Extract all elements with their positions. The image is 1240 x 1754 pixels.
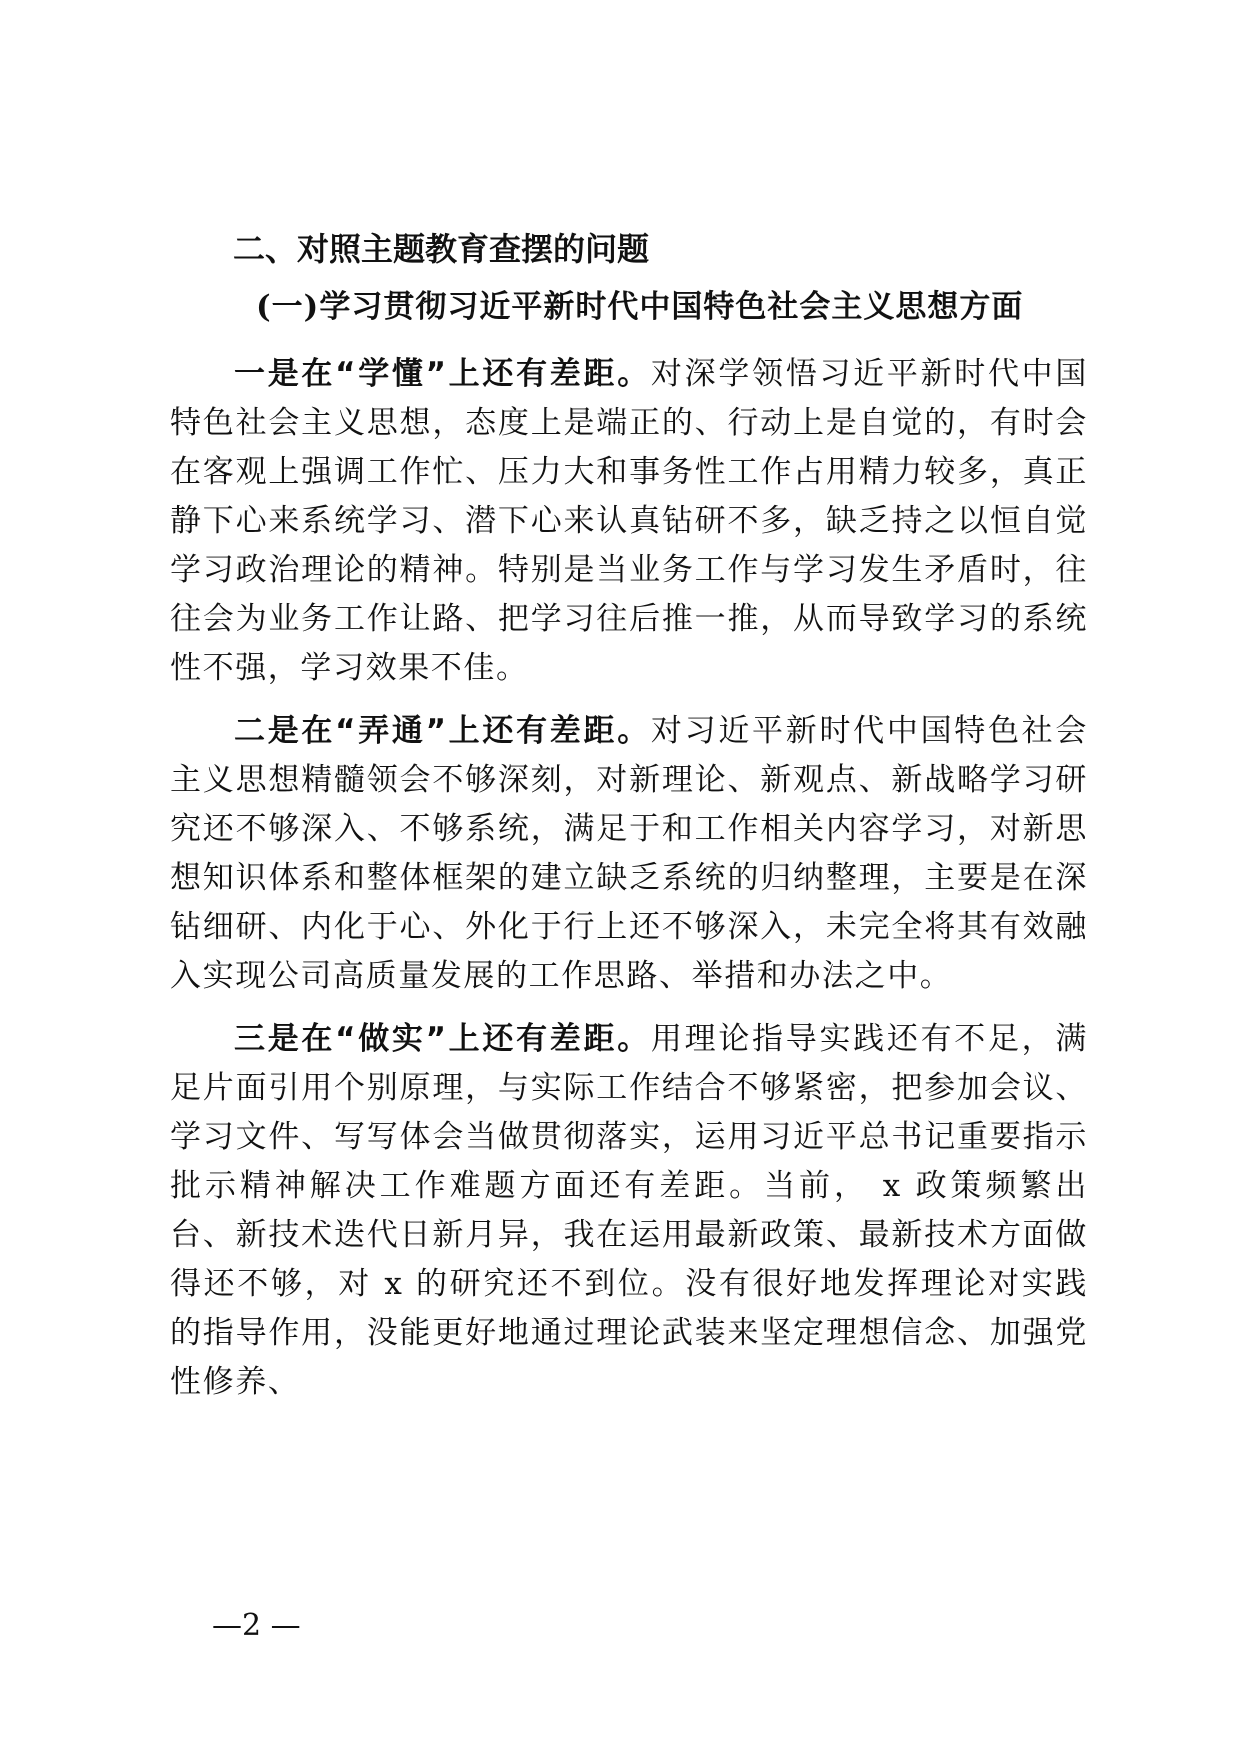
section-heading: 二、对照主题教育查摆的问题 bbox=[233, 230, 650, 268]
paragraph-zuoshi bbox=[170, 1015, 1088, 1407]
paragraph-text: 对习近平新时代中国特色社会主义思想精髓领会不够深刻，对新理论、新观点、新战略学习研究还不够深入、不够系统，满足于和工作相关内容学习，对新思想知识体系和整体框架的建立缺乏系统的归纳整理，主要是在深钻细研、内化于心、外化于行上还不够深入，未完全将其有效融入实现公司高质量发展的工作思路、举措和办法之中。 bbox=[170, 713, 1088, 994]
sub-heading: (一)学习贯彻习近平新时代中国特色社会主义思想方面 bbox=[256, 289, 1024, 325]
document-body bbox=[170, 350, 1088, 1421]
paragraph-lead: 二是在“弄通”上还有差距。 bbox=[234, 713, 651, 749]
paragraph-lead: 一是在“学懂”上还有差距。 bbox=[234, 356, 651, 392]
paragraph-xuedong bbox=[170, 350, 1088, 693]
paragraph-lead: 三是在“做实”上还有差距。 bbox=[234, 1021, 651, 1057]
paragraph-text: 对深学领悟习近平新时代中国特色社会主义思想，态度上是端正的、行动上是自觉的，有时会在客观上强调工作忙、压力大和事务性工作占用精力较多，真正静下心来系统学习、潜下心来认真钻研不多，缺乏持之以恒自觉学习政治理论的精神。特别是当业务工作与学习发生矛盾时，往往会为业务工作让路、把学习往后推一推，从而导致学习的系统性不强，学习效果不佳。 bbox=[170, 356, 1088, 686]
page-number: —2 — bbox=[212, 1608, 301, 1643]
paragraph-text: 用理论指导实践还有不足，满足片面引用个别原理，与实际工作结合不够紧密，把参加会议、学习文件、写写体会当做贯彻落实，运用习近平总书记重要指示批示精神解决工作难题方面还有差距。当前， x 政策频繁出台、新技术迭代日新月异，我在运用最新政策、最新技术方面做得还不够，对 x 的研究还不到位。没有很好地发挥理论对实践的指导作用，没能更好地通过理论武装来坚定理想信念、加强党性修养、 bbox=[170, 1021, 1088, 1400]
paragraph-nongtong bbox=[170, 707, 1088, 1001]
